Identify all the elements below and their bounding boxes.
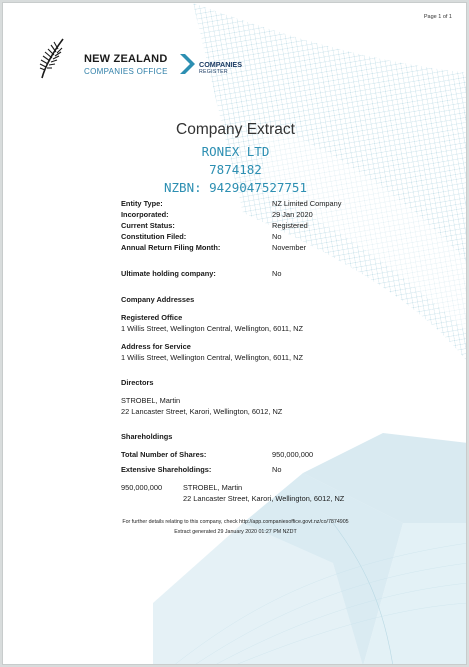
document-title: Company Extract (176, 121, 295, 138)
footer-generated-date: Extract generated 29 January 2020 01:27 PM NZDT (174, 529, 297, 535)
allocation-shares: 950,000,000 (121, 483, 163, 492)
entity-type-label: Entity Type: (121, 199, 163, 208)
shareholder-name: STROBEL, Martin (183, 483, 243, 492)
director-address: 22 Lancaster Street, Karori, Wellington, 6012, NZ (121, 407, 283, 416)
chevron-right-icon (178, 53, 196, 75)
shareholdings-heading: Shareholdings (121, 432, 173, 441)
extensive-shareholdings-value: No (272, 465, 282, 474)
org-name-line2: COMPANIES OFFICE (84, 67, 168, 76)
entity-type-value: NZ Limited Company (272, 199, 342, 208)
ultimate-holding-value: No (272, 269, 282, 278)
current-status-value: Registered (272, 221, 308, 230)
shareholder-address: 22 Lancaster Street, Karori, Wellington, 6012, NZ (183, 494, 345, 503)
annual-return-month-label: Annual Return Filing Month: (121, 243, 221, 252)
extensive-shareholdings-label: Extensive Shareholdings: (121, 465, 212, 474)
address-for-service-value: 1 Willis Street, Wellington Central, Wellington, 6011, NZ (121, 353, 303, 362)
footer-details-link-text: For further details relating to this company, check http://app.companiesoffice.govt.nz/co/7874905 (122, 519, 349, 525)
directors-heading: Directors (121, 378, 154, 387)
register-name-line2: REGISTER (199, 69, 228, 75)
director-name: STROBEL, Martin (121, 396, 181, 405)
registered-office-label: Registered Office (121, 313, 183, 322)
annual-return-month-value: November (272, 243, 307, 252)
document-page (2, 2, 467, 665)
constitution-filed-value: No (272, 232, 282, 241)
total-shares-value: 950,000,000 (272, 450, 314, 459)
registered-office-address: 1 Willis Street, Wellington Central, Wellington, 6011, NZ (121, 324, 303, 333)
incorporated-label: Incorporated: (121, 210, 169, 219)
incorporated-value: 29 Jan 2020 (272, 210, 313, 219)
company-addresses-heading: Company Addresses (121, 295, 195, 304)
company-nzbn: NZBN: 9429047527751 (164, 180, 307, 195)
page-number: Page 1 of 1 (423, 14, 452, 20)
company-name: RONEX LTD (201, 144, 270, 159)
address-for-service-label: Address for Service (121, 342, 191, 351)
company-number: 7874182 (209, 162, 262, 177)
total-shares-label: Total Number of Shares: (121, 450, 207, 459)
constitution-filed-label: Constitution Filed: (121, 232, 187, 241)
register-name-line1: COMPANIES (199, 60, 242, 69)
ultimate-holding-label: Ultimate holding company: (121, 269, 216, 278)
watermark-background (3, 3, 467, 665)
current-status-label: Current Status: (121, 221, 175, 230)
org-name-line1: NEW ZEALAND (84, 53, 168, 65)
silver-fern-icon (39, 37, 65, 79)
